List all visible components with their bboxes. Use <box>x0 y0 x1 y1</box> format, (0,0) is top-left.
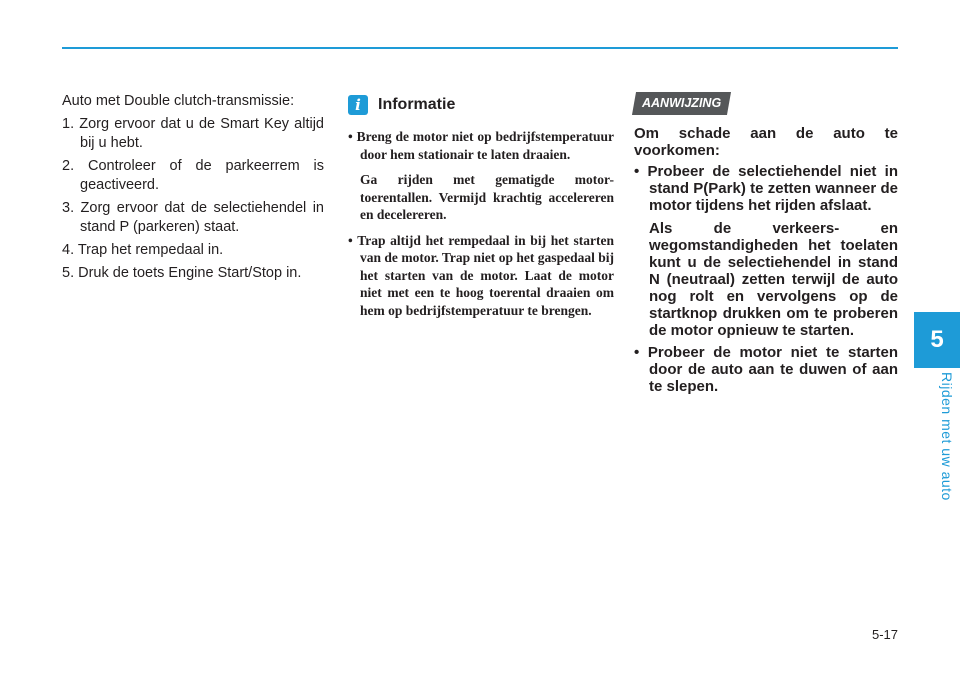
procedure-steps <box>62 115 324 283</box>
notice-list-2 <box>634 344 898 395</box>
info-item-continuation: Ga rijden met gematigde motor-toerentallen. Vermijd krachtig accelereren en decelereren. <box>360 172 614 222</box>
step-item: 5. Druk de toets Engine Start/Stop in. <box>62 265 302 281</box>
info-item: • Breng de motor niet op bedrijfstemperatuur door hem stationair te laten draaien. <box>348 129 614 162</box>
info-list <box>348 128 614 163</box>
step-item: 1. Zorg ervoor dat u de Smart Key altijd bij u hebt. <box>62 116 324 151</box>
info-list-2 <box>348 232 614 320</box>
notice-column <box>634 92 898 399</box>
step-item: 3. Zorg ervoor dat de selectiehendel in stand P (parkeren) staat. <box>62 200 324 235</box>
notice-item-continuation: Als de verkeers- en wegomstandigheden het toelaten kunt u de selectiehendel in stand N (neutraal) zetten terwijl de auto nog rolt en vervolgens op de startknop drukken om te proberen de motor opnieuw te starten. <box>649 220 898 339</box>
chapter-title: Rijden met uw auto <box>939 372 955 501</box>
page-number: 5-17 <box>871 627 898 642</box>
info-icon: i <box>348 95 368 115</box>
info-item: • Trap altijd het rempedaal in bij het starten van de motor. Trap niet op het gaspedaal bij het starten van de motor. Laat de motor niet met een te hoog toerental draaien om hem op bedrijfstemperatuur te brengen. <box>348 232 614 318</box>
procedure-intro: Auto met Double clutch-transmissie: <box>62 93 295 109</box>
chapter-number: 5 <box>930 326 944 353</box>
notice-intro: Om schade aan de auto te voorkomen: <box>634 125 898 159</box>
step-item: 2. Controleer of de parkeerrem is geactiveerd. <box>62 158 324 193</box>
chapter-tab <box>914 312 960 368</box>
header-rule <box>62 47 898 49</box>
notice-list <box>634 163 898 214</box>
step-item: 4. Trap het rempedaal in. <box>62 242 224 258</box>
notice-item: • Probeer de selectiehendel niet in stand P(Park) te zetten wanneer de motor tijdens het rijden afslaat. <box>634 163 898 214</box>
notice-badge-label: AANWIJZING <box>642 96 722 110</box>
info-title: Informatie <box>378 96 456 113</box>
notice-badge <box>632 92 731 115</box>
info-column <box>348 92 614 327</box>
notice-item: • Probeer de motor niet te starten door de auto aan te duwen of aan te slepen. <box>634 344 898 395</box>
procedure-column <box>62 92 324 287</box>
info-header <box>348 92 614 118</box>
